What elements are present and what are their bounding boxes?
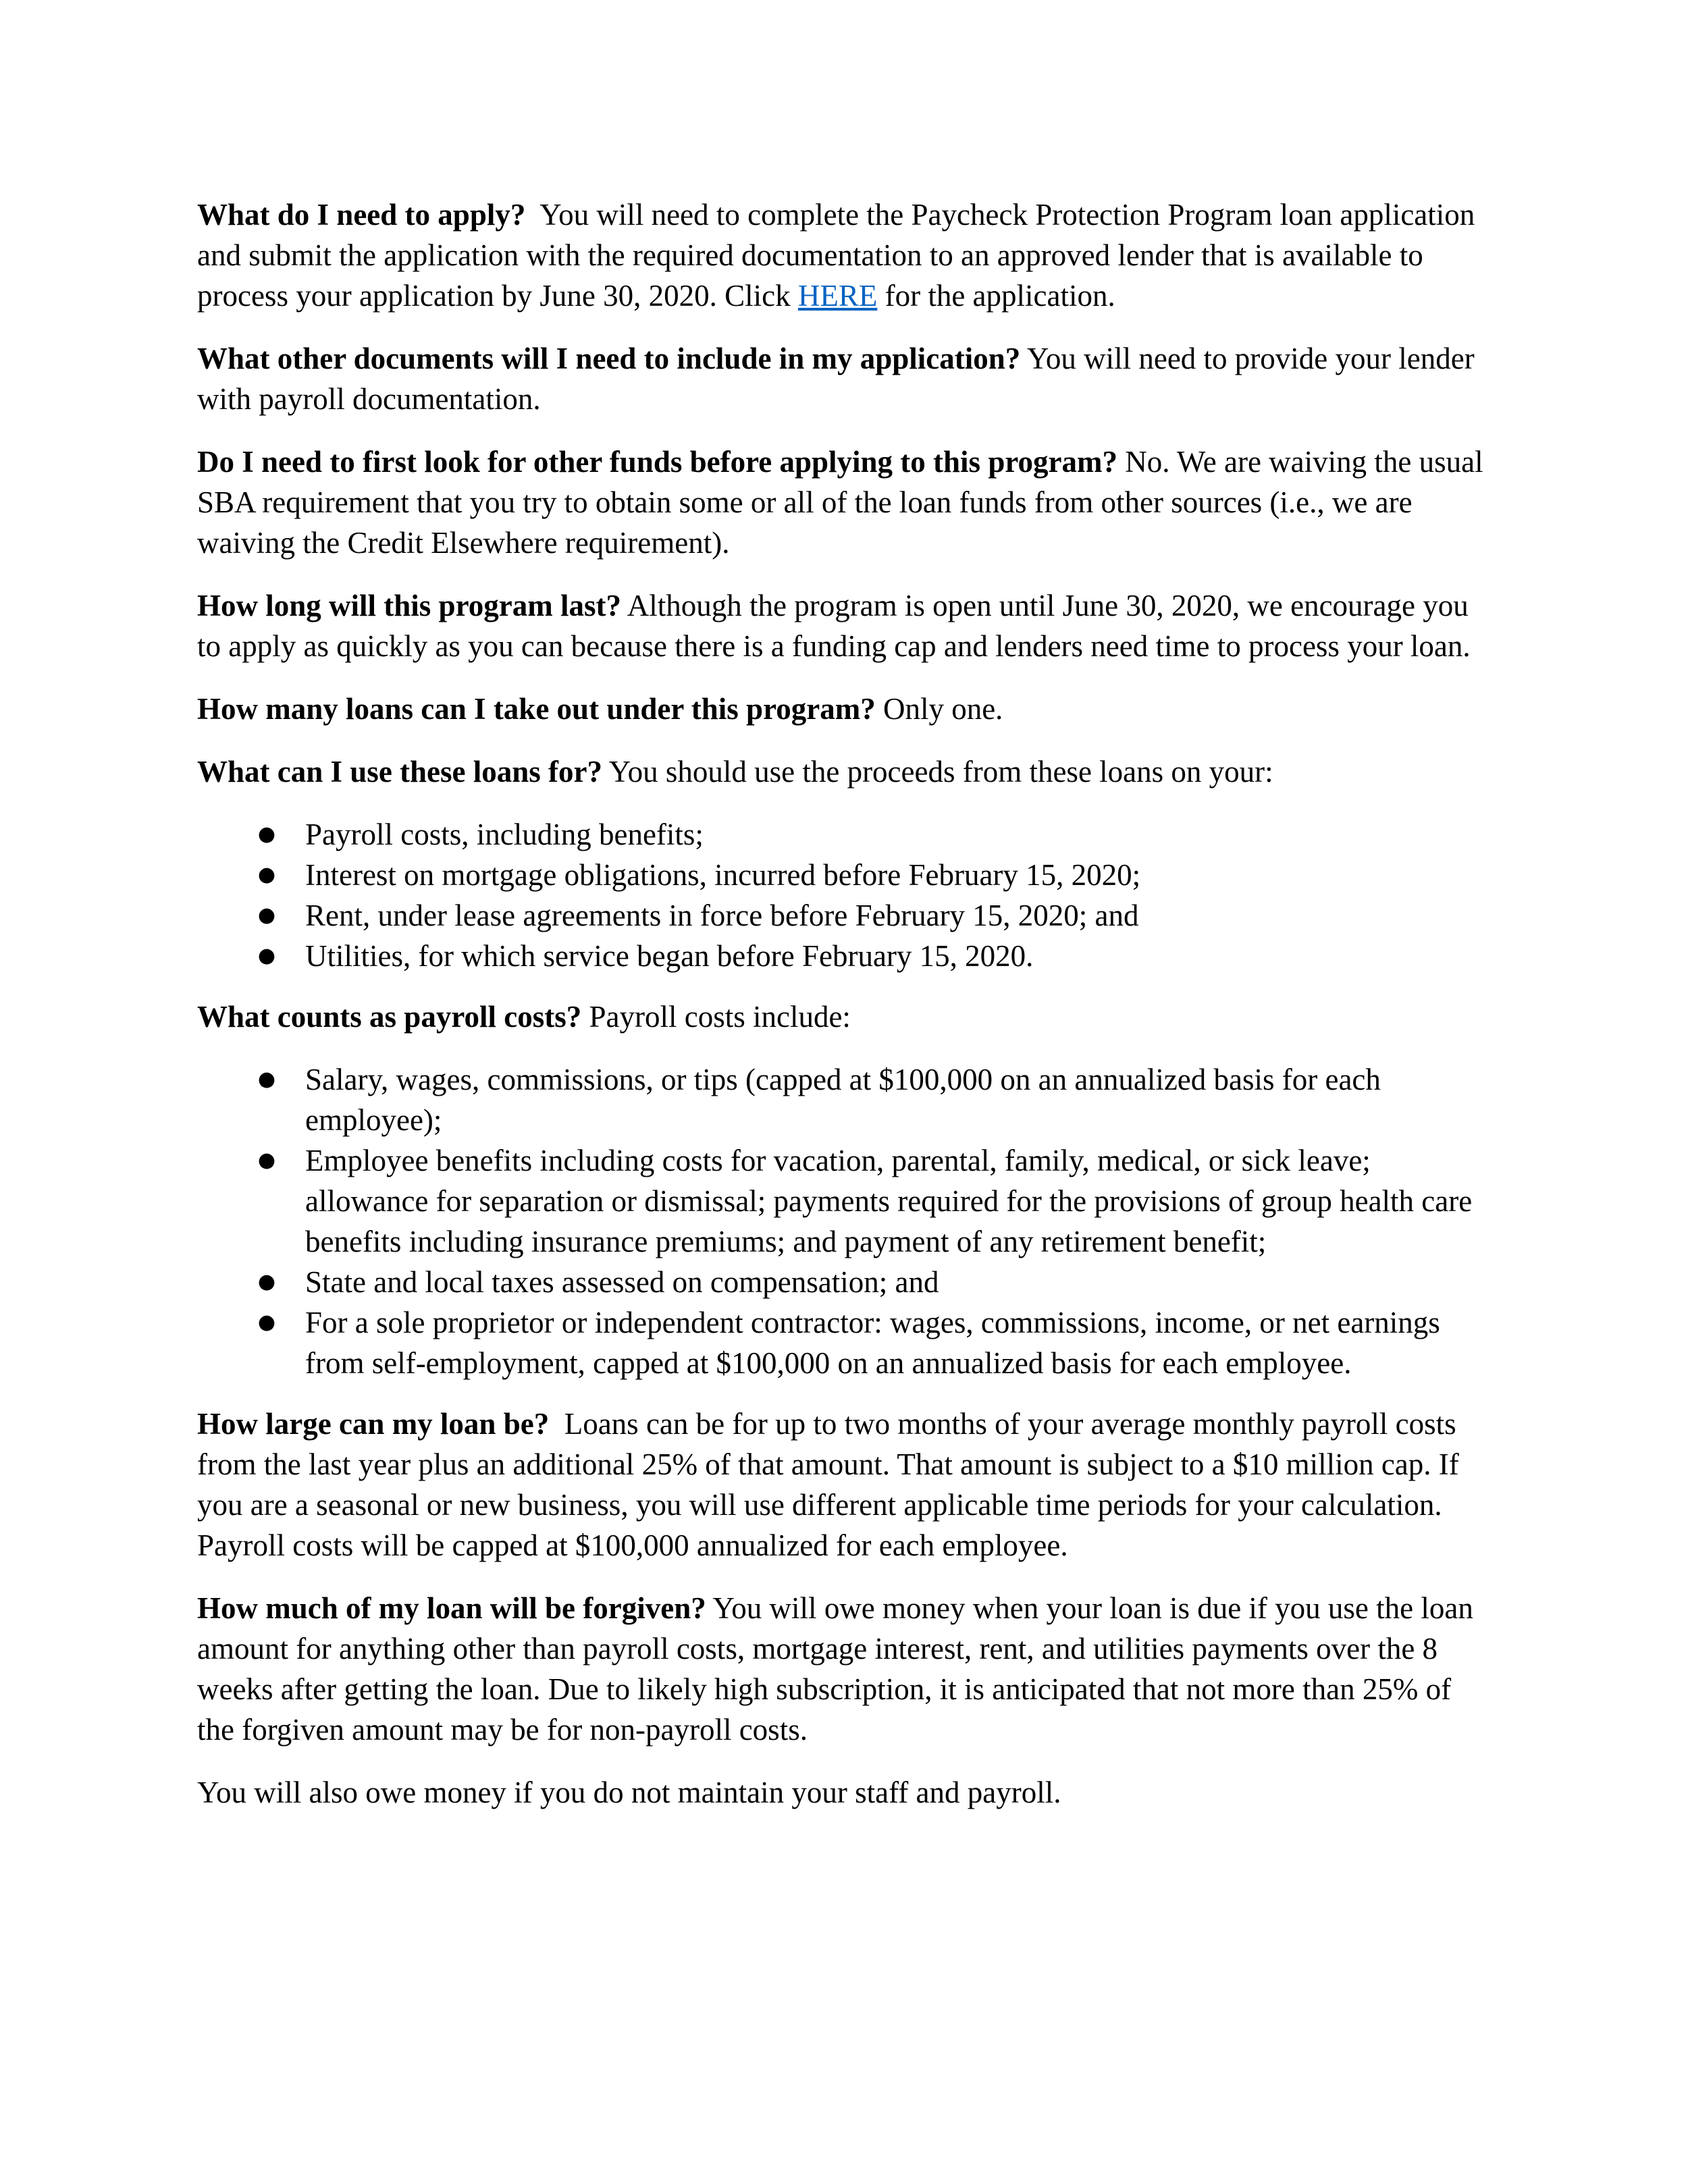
closing-paragraph: You will also owe money if you do not maintain your staff and payroll. [197,1776,1061,1809]
list-item: ● Utilities, for which service began before February 15, 2020. [197,936,1494,976]
qa-forgiveness [197,1588,1494,1750]
qa-loan-uses [197,751,1494,792]
question-loan-uses: What can I use these loans for? [197,755,603,789]
list-item: ● Payroll costs, including benefits; [197,814,1494,855]
list-item: ● Rent, under lease agreements in force before February 15, 2020; and [197,895,1494,936]
qa-loan-size [197,1404,1494,1566]
bullet-icon: ● [257,1270,276,1294]
payroll-costs-list [197,1059,1494,1383]
qa-how-many-loans [197,689,1494,729]
question-other-documents: What other documents will I need to include in my application? [197,342,1021,375]
list-item: ● Employee benefits including costs for vacation, parental, family, medical, or sick leave; allowance for separation or dismissal; payments required for the provisions of group health care benefits including insurance premiums; and payment of any retirement benefit; [197,1140,1494,1262]
question-forgiveness: How much of my loan will be forgiven? [197,1591,706,1625]
list-item: ● State and local taxes assessed on compensation; and [197,1262,1494,1302]
bullet-icon: ● [257,1148,276,1172]
answer-loan-uses: You should use the proceeds from these loans on your: [602,755,1273,789]
answer-apply-part1: You will need to complete the Paycheck Protection Program loan application and submit the application with the required documentation to an approved lender that is available to process your application by June 30, 2020. Click [197,198,1483,313]
bullet-icon: ● [257,903,276,927]
answer-forgiveness: You will owe money when your loan is due if you use the loan amount for anything other than payroll costs, mortgage interest, rent, and utilities payments over the 8 weeks after getting the loan. Due to likely high subscription, it is anticipated that not more than 25% of the forgiven amount may be for non-payroll costs. [197,1591,1473,1747]
answer-program-length: Although the program is open until June 30, 2020, we encourage you to apply as quickly as you can because there is a funding cap and lenders need time to process your loan. [197,589,1471,663]
question-apply: What do I need to apply? [197,198,526,232]
question-payroll-costs: What counts as payroll costs? [197,1000,582,1034]
answer-how-many-loans: Only one. [875,692,1003,726]
question-other-funds: Do I need to first look for other funds before applying to this program? [197,445,1117,479]
question-loan-size: How large can my loan be? [197,1407,550,1441]
qa-other-documents [197,338,1494,419]
qa-program-length [197,585,1494,666]
qa-apply [197,194,1494,316]
question-program-length: How long will this program last? [197,589,621,622]
answer-other-documents: You will need to provide your lender with payroll documentation. [197,342,1475,416]
list-item: ● Interest on mortgage obligations, incurred before February 15, 2020; [197,855,1494,895]
qa-other-funds [197,442,1494,563]
answer-payroll-costs: Payroll costs include: [581,1000,851,1034]
application-link[interactable]: HERE [797,279,878,313]
bullet-icon: ● [257,1067,276,1091]
answer-other-funds: No. We are waiving the usual SBA requirement that you try to obtain some or all of the loan funds from other sources (i.e., we are waiving the Credit Elsewhere requirement). [197,445,1483,560]
bullet-icon: ● [257,863,276,886]
question-how-many-loans: How many loans can I take out under this program? [197,692,876,726]
document-page [197,194,1494,1835]
bullet-icon: ● [257,1310,276,1334]
bullet-icon: ● [257,944,276,967]
qa-payroll-costs [197,996,1494,1037]
loan-uses-list [197,814,1494,976]
list-item: ● For a sole proprietor or independent contractor: wages, commissions, income, or net earnings from self-employment, capped at $100,000 on an annualized basis for each employee. [197,1302,1494,1383]
bullet-icon: ● [257,822,276,846]
list-item: ● Salary, wages, commissions, or tips (capped at $100,000 on an annualized basis for each employee); [197,1059,1494,1140]
answer-apply-part2: for the application. [877,279,1115,313]
answer-loan-size: Loans can be for up to two months of your average monthly payroll costs from the last year plus an additional 25% of that amount. That amount is subject to a $10 million cap. If you are a seasonal or new business, you will use different applicable time periods for your calculation. Payroll costs will be capped at $100,000 annualized for each employee. [197,1407,1467,1562]
